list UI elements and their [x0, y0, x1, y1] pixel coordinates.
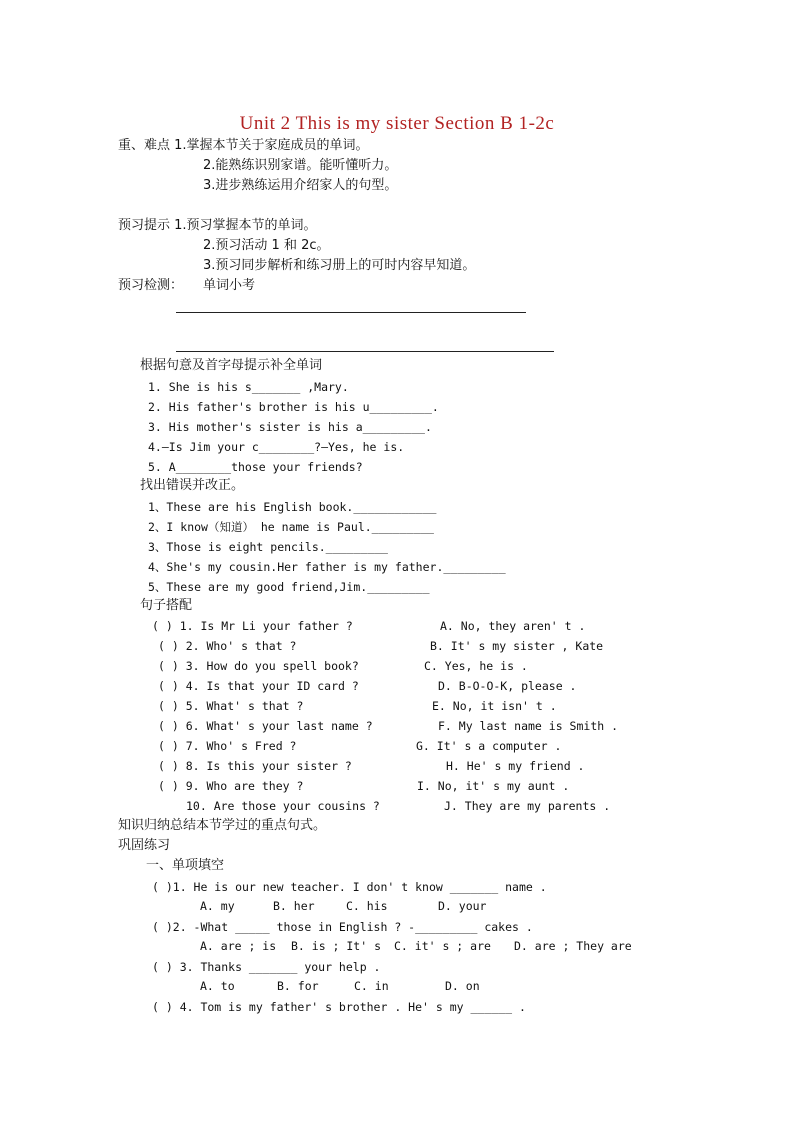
matching-row [150, 639, 670, 655]
matching-heading: 句子搭配 [140, 598, 193, 613]
preview-tip-2: 2.预习活动 1 和 2c。 [203, 238, 330, 253]
option-c: C. in [354, 979, 389, 993]
question-4: ( ) 4. Tom is my father' s brother . He' s my ______ . [152, 1000, 526, 1014]
matching-question: ( ) 7. Who' s Fred ? [158, 739, 297, 753]
correct-errors-item-4: 4、She's my cousin.Her father is my father._________ [148, 560, 506, 574]
option-d: D. are ; They are [514, 939, 632, 953]
matching-question: ( ) 6. What' s your last name ? [158, 719, 373, 733]
matching-answer: F. My last name is Smith . [438, 719, 619, 733]
correct-errors-heading: 找出错误并改正。 [140, 478, 245, 493]
matching-question: ( ) 1. Is Mr Li your father ? [152, 619, 353, 633]
matching-answer: A. No, they aren' t . [440, 619, 586, 633]
matching-question: 10. Are those your cousins ? [186, 799, 380, 813]
matching-answer: C. Yes, he is . [424, 659, 528, 673]
matching-row [150, 759, 670, 775]
option-d: D. on [445, 979, 480, 993]
correct-errors-item-3: 3、Those is eight pencils._________ [148, 540, 388, 554]
option-b: B. her [273, 899, 315, 913]
matching-answer: D. B-O-O-K, please . [438, 679, 577, 693]
matching-row [150, 739, 670, 755]
question-3: ( ) 3. Thanks _______ your help . [152, 960, 381, 974]
correct-errors-item-5: 5、These are my good friend,Jim._________ [148, 580, 430, 594]
answer-line-1 [176, 312, 526, 313]
matching-answer: B. It' s my sister , Kate [430, 639, 604, 653]
option-d: D. your [438, 899, 487, 913]
matching-row [150, 799, 670, 815]
key-point-1: 1.掌握本节关于家庭成员的单词。 [174, 138, 369, 153]
key-points-line-1 [118, 138, 369, 154]
option-b: B. is ; It' s [291, 939, 382, 953]
correct-errors-item-1: 1、These are his English book.____________ [148, 500, 437, 514]
matching-question: ( ) 2. Who' s that ? [158, 639, 297, 653]
key-point-2: 2.能熟练识别家谱。能听懂听力。 [203, 158, 398, 173]
key-points-label: 重、难点 [118, 138, 171, 153]
matching-row [150, 659, 670, 675]
question-3-options [200, 979, 520, 995]
option-b: B. for [277, 979, 319, 993]
summary-line: 知识归纳总结本节学过的重点句式。 [118, 818, 327, 833]
matching-question: ( ) 4. Is that your ID card ? [158, 679, 359, 693]
fill-in-heading: 根据句意及首字母提示补全单词 [140, 358, 323, 373]
answer-line-2 [176, 351, 554, 352]
preview-tip-3: 3.预习同步解析和练习册上的可时内容早知道。 [203, 258, 476, 273]
preview-check-label: 预习检测： [118, 278, 184, 293]
page-title: Unit 2 This is my sister Section B 1-2c [239, 113, 555, 134]
fill-in-item-2: 2. His father's brother is his u_________. [148, 400, 439, 414]
matching-answer: G. It' s a computer . [416, 739, 562, 753]
matching-row [150, 719, 670, 735]
matching-question: ( ) 5. What' s that ? [158, 699, 304, 713]
matching-question: ( ) 9. Who are they ? [158, 779, 304, 793]
matching-row [150, 679, 670, 695]
option-c: C. his [346, 899, 388, 913]
consolidation-heading: 巩固练习 [118, 838, 171, 853]
question-2-options [200, 939, 640, 955]
matching-row [150, 699, 670, 715]
preview-tips-label: 预习提示 [118, 218, 171, 233]
option-c: C. it' s ; are [394, 939, 491, 953]
matching-answer: H. He' s my friend . [446, 759, 585, 773]
matching-question: ( ) 3. How do you spell book? [158, 659, 359, 673]
matching-answer: E. No, it isn' t . [432, 699, 557, 713]
key-point-3: 3.进步熟练运用介绍家人的句型。 [203, 178, 398, 193]
question-1-options [200, 899, 520, 915]
matching-question: ( ) 8. Is this your sister ? [158, 759, 352, 773]
fill-in-item-5: 5. A________those your friends? [148, 460, 363, 474]
preview-tip-1: 1.预习掌握本节的单词。 [174, 218, 317, 233]
single-choice-heading: 一、单项填空 [146, 858, 225, 873]
matching-answer: J. They are my parents . [444, 799, 611, 813]
preview-check-sub: 单词小考 [203, 278, 256, 293]
matching-row [150, 779, 670, 795]
fill-in-item-3: 3. His mother's sister is his a_________. [148, 420, 432, 434]
option-a: A. my [200, 899, 235, 913]
option-a: A. are ; is [200, 939, 277, 953]
correct-errors-item-2: 2、I know（知道） he name is Paul._________ [148, 520, 434, 534]
question-2: ( )2. -What _____ those in English ? -_________ cakes . [152, 920, 533, 934]
preview-tips-line-1 [118, 218, 317, 234]
matching-row [150, 619, 670, 635]
fill-in-item-1: 1. She is his s_______ ,Mary. [148, 380, 349, 394]
option-a: A. to [200, 979, 235, 993]
matching-answer: I. No, it' s my aunt . [417, 779, 570, 793]
fill-in-item-4: 4.—Is Jim your c________?—Yes, he is. [148, 440, 405, 454]
question-1: ( )1. He is our new teacher. I don' t know _______ name . [152, 880, 547, 894]
